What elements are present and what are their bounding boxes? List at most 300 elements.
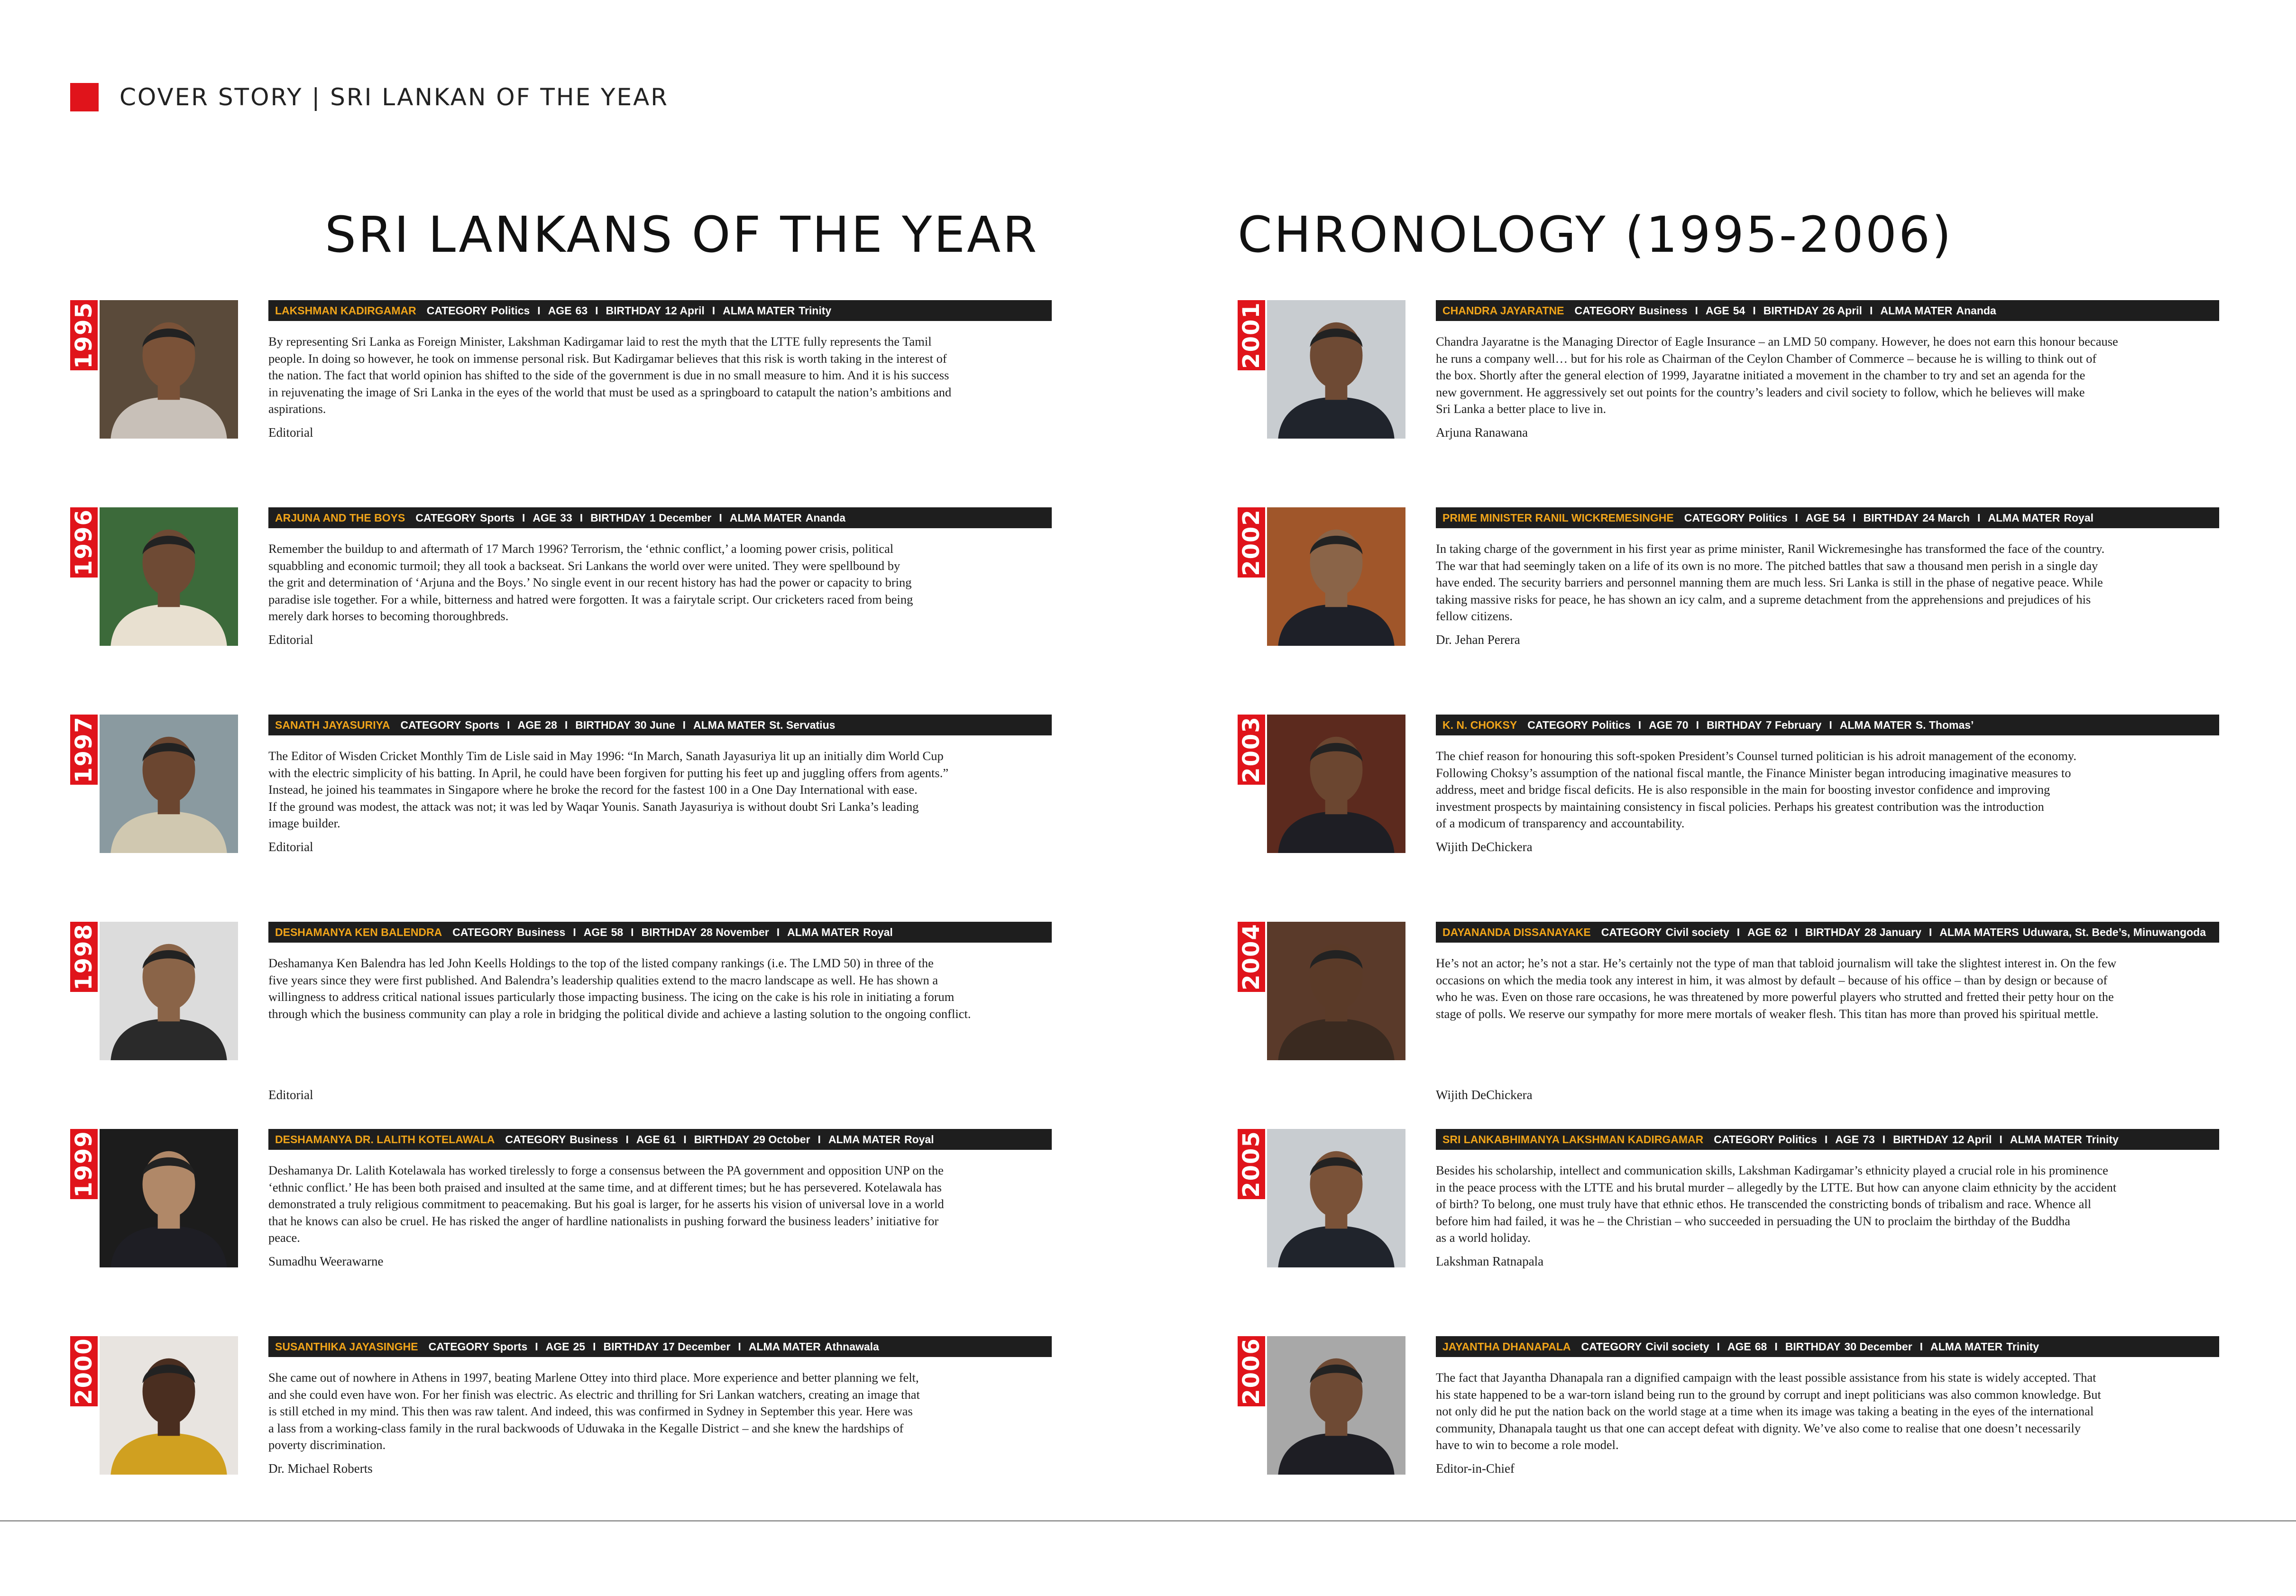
separator: I — [1829, 718, 1832, 731]
alma-mater-label: ALMA MATER — [1988, 511, 2060, 524]
author-credit: Editorial — [268, 840, 313, 854]
alma-mater-label: ALMA MATER — [828, 1133, 900, 1146]
body-line: Deshamanya Ken Balendra has led John Keells Holdings to the top of the listed company rankings (i.e. The LMD 50) in three of the — [268, 956, 934, 970]
age-label: AGE — [1835, 1133, 1859, 1146]
birthday-label: BIRTHDAY — [1785, 1340, 1841, 1353]
body-line: occasions on which the media took any interest in him, it was almost by default – because of his office – than by design or because of — [1436, 972, 2108, 987]
alma-mater-value: St. Servatius — [769, 718, 836, 731]
separator: I — [712, 304, 716, 317]
alma-mater-label: ALMA MATER — [723, 304, 795, 317]
body-line: five years since they were first published. And Balendra’s leadership qualities extend to the macro landscape as well. He has shown a — [268, 972, 938, 987]
alma-mater-value: Trinity — [799, 304, 832, 317]
year-badge — [70, 715, 98, 785]
portrait-illustration — [1267, 715, 1405, 853]
info-bar — [268, 1129, 1052, 1150]
alma-mater-value: Athnawala — [824, 1340, 879, 1353]
separator: I — [1717, 1340, 1720, 1353]
body-line: have ended. The security barriers and personnel manning them are much less. Sri Lanka is still in the phase of negative peace. While — [1436, 575, 2103, 589]
separator: I — [683, 1133, 687, 1146]
alma-mater-label: ALMA MATER — [693, 718, 766, 731]
entry-2004 — [1238, 922, 2224, 1102]
year-badge — [70, 922, 98, 992]
author-credit: Editor-in-Chief — [1436, 1461, 1515, 1476]
alma-mater-value: Trinity — [2006, 1340, 2039, 1353]
body-line: new government. He aggressively set out points for the country’s leaders and civil society to follow, which he believes will make — [1436, 385, 2085, 399]
info-bar — [268, 1336, 1052, 1357]
info-bar — [1436, 300, 2219, 321]
age-value: 61 — [663, 1133, 676, 1146]
separator: I — [1774, 1340, 1778, 1353]
body-line: squabbling and economic turmoil; they all took a backseat. Sri Lankans the world over were united. They were spellbound by — [268, 558, 900, 573]
age-value: 73 — [1863, 1133, 1875, 1146]
author-credit: Editorial — [268, 425, 313, 440]
birthday-label: BIRTHDAY — [1707, 718, 1762, 731]
separator: I — [625, 1133, 629, 1146]
entry-body — [1436, 333, 2223, 418]
portrait-illustration — [100, 1129, 238, 1267]
separator: I — [1638, 718, 1642, 731]
separator: I — [1736, 926, 1740, 938]
year-label: 2005 — [1238, 1130, 1265, 1198]
birthday-value: 28 November — [700, 926, 769, 938]
info-bar — [1436, 1336, 2219, 1357]
body-line: The chief reason for honouring this soft-spoken President’s Counsel turned politician is his adroit management of the economy. — [1436, 749, 2076, 763]
body-line: the box. Shortly after the general election of 1999, Jayaratne initiated a movement in the chamber to try and set an agenda for the — [1436, 368, 2085, 382]
author-credit: Editorial — [268, 633, 313, 647]
separator: I — [593, 1340, 596, 1353]
alma-mater-label: ALMA MATER — [748, 1340, 821, 1353]
alma-mater-label: ALMA MATERS — [1939, 926, 2019, 938]
category-label: CATEGORY — [428, 1340, 489, 1353]
entry-body — [1436, 541, 2223, 625]
body-line: In taking charge of the government in his first year as prime minister, Ranil Wickremesinghe has transformed the face of the country. — [1436, 541, 2105, 556]
birthday-value: 29 October — [753, 1133, 810, 1146]
body-line: The Editor of Wisden Cricket Monthly Tim de Lisle said in May 1996: “In March, Sanath Jayasuriya lit up an initially dim World Cup — [268, 749, 944, 763]
info-bar — [268, 507, 1052, 528]
body-line: He’s not an actor; he’s not a star. He’s certainly not the type of man that tabloid journalism will take the slightest interest in. On the few — [1436, 956, 2117, 970]
info-bar — [268, 300, 1052, 321]
category-value: Business — [517, 926, 566, 938]
separator: I — [776, 926, 780, 938]
body-line: in the peace process with the LTTE and his brutal murder – allegedly by the LTTE. But how can anyone claim ethnicity by the accident — [1436, 1180, 2117, 1194]
person-name: LAKSHMAN KADIRGAMAR — [275, 304, 416, 317]
portrait-illustration — [1267, 1336, 1405, 1475]
page-title-right: CHRONOLOGY (1995-2006) — [1238, 206, 1953, 264]
author-credit: Wijith DeChickera — [1436, 1088, 1533, 1102]
category-value: Politics — [491, 304, 530, 317]
birthday-value: 17 December — [662, 1340, 731, 1353]
author-credit: Editorial — [268, 1088, 313, 1102]
year-badge — [1238, 715, 1265, 785]
year-badge — [70, 1129, 98, 1199]
year-label: 2003 — [1238, 716, 1265, 783]
category-label: CATEGORY — [426, 304, 487, 317]
separator: I — [1794, 926, 1798, 938]
age-label: AGE — [1705, 304, 1729, 317]
separator: I — [1882, 1133, 1886, 1146]
portrait-photo — [1267, 507, 1405, 646]
info-bar — [268, 715, 1052, 735]
page-title-left: SRI LANKANS OF THE YEAR — [325, 206, 1039, 264]
info-bar — [1436, 922, 2219, 943]
body-line: fellow citizens. — [1436, 609, 1513, 623]
category-label: CATEGORY — [1601, 926, 1662, 938]
birthday-label: BIRTHDAY — [641, 926, 697, 938]
entry-2005 — [1238, 1129, 2224, 1276]
category-label: CATEGORY — [1574, 304, 1635, 317]
body-line: poverty discrimination. — [268, 1438, 386, 1452]
portrait-illustration — [100, 1336, 238, 1475]
portrait-photo — [100, 715, 238, 853]
portrait-photo — [1267, 922, 1405, 1060]
separator: I — [573, 926, 576, 938]
alma-mater-value: Ananda — [805, 511, 846, 524]
info-bar — [1436, 507, 2219, 528]
separator: I — [579, 511, 583, 524]
entry-body — [268, 748, 1056, 832]
body-line: through which the business community can play a role in bridging the political divide and achieve a lasting solution to the ongoing conflict. — [268, 1006, 971, 1021]
birthday-value: 12 April — [1952, 1133, 1992, 1146]
year-badge — [1238, 1336, 1265, 1406]
body-line: willingness to address critical national issues particularly those impacting business. The icing on the cake is his role in initiating a forum — [268, 990, 955, 1004]
entry-body — [1436, 1162, 2223, 1247]
body-line: of birth? To belong, one must truly have that ethnic ethos. He transcended the constricting bonds of tribalism and race. Whence all — [1436, 1197, 2092, 1211]
category-value: Sports — [480, 511, 514, 524]
person-name: DESHAMANYA KEN BALENDRA — [275, 926, 442, 938]
body-line: with the electric simplicity of his batting. In April, he could have been forgiven for putting his feet up and juggling offers from agents.” — [268, 765, 949, 780]
birthday-label: BIRTHDAY — [606, 304, 661, 317]
entry-body — [268, 1162, 1056, 1247]
separator: I — [738, 1340, 741, 1353]
bottom-rule — [0, 1520, 2296, 1522]
person-name: PRIME MINISTER RANIL WICKREMESINGHE — [1442, 511, 1674, 524]
body-line: If the ground was modest, the attack was not; it was led by Waqar Younis. Sanath Jayasuriya is without doubt Sri Lanka’s leading — [268, 799, 919, 814]
author-credit: Sumadhu Weerawarne — [268, 1254, 384, 1268]
separator: I — [507, 718, 510, 731]
body-line: the nation. The fact that world opinion has shifted to the side of the government is due in no small measure to him. And it is his success — [268, 368, 949, 382]
year-badge — [70, 1336, 98, 1406]
birthday-value: 30 December — [1844, 1340, 1912, 1353]
category-label: CATEGORY — [1714, 1133, 1775, 1146]
body-line: Chandra Jayaratne is the Managing Director of Eagle Insurance – an LMD 50 company. However, he does not earn this honour because — [1436, 334, 2118, 349]
alma-mater-value: Royal — [863, 926, 893, 938]
author-credit: Wijith DeChickera — [1436, 840, 1533, 854]
age-value: 25 — [573, 1340, 586, 1353]
birthday-value: 24 March — [1922, 511, 1970, 524]
category-value: Sports — [465, 718, 500, 731]
body-line: paradise isle together. For a while, bitterness and hatred were forgotten. It was a fairytale script. Our cricketers raced from being — [268, 592, 913, 606]
person-name: SANATH JAYASURIYA — [275, 718, 390, 731]
person-name: DAYANANDA DISSANAYAKE — [1442, 926, 1591, 938]
category-value: Politics — [1748, 511, 1788, 524]
person-name: K. N. CHOKSY — [1442, 718, 1517, 731]
portrait-photo — [100, 922, 238, 1060]
alma-mater-label: ALMA MATER — [729, 511, 802, 524]
person-name: DESHAMANYA DR. LALITH KOTELAWALA — [275, 1133, 495, 1146]
birthday-value: 1 December — [649, 511, 712, 524]
separator: I — [522, 511, 525, 524]
portrait-photo — [1267, 1336, 1405, 1475]
entry-body — [268, 333, 1056, 418]
separator: I — [631, 926, 634, 938]
body-line: people. In doing so however, he took on immense personal risk. But Kadirgamar believes that this risk is worth taking in the interest of — [268, 351, 947, 366]
body-line: Following Choksy’s assumption of the national fiscal mantle, the Finance Minister began introducing imaginative measures to — [1436, 765, 2071, 780]
portrait-photo — [100, 1336, 238, 1475]
separator: I — [1753, 304, 1756, 317]
year-label: 1996 — [71, 509, 97, 576]
year-label: 1997 — [71, 716, 97, 783]
category-label: CATEGORY — [1527, 718, 1588, 731]
age-label: AGE — [517, 718, 542, 731]
year-label: 2000 — [71, 1338, 97, 1405]
year-label: 2002 — [1238, 509, 1265, 576]
category-label: CATEGORY — [400, 718, 461, 731]
category-value: Civil society — [1645, 1340, 1709, 1353]
birthday-label: BIRTHDAY — [1893, 1133, 1948, 1146]
separator: I — [1919, 1340, 1923, 1353]
year-badge — [1238, 1129, 1265, 1199]
body-line: community, Dhanapala taught us that one can accept defeat with dignity. We’ve also come to realise that one doesn’t necessarily — [1436, 1421, 2081, 1435]
body-line: that he knows can also be cruel. He has risked the anger of hardline nationalists in pushing forward the business leaders’ initiative for — [268, 1213, 939, 1228]
category-label: CATEGORY — [505, 1133, 566, 1146]
category-value: Civil society — [1665, 926, 1729, 938]
portrait-illustration — [1267, 1129, 1405, 1267]
alma-mater-label: ALMA MATER — [1930, 1340, 2003, 1353]
year-label: 2006 — [1238, 1338, 1265, 1405]
category-value: Sports — [493, 1340, 528, 1353]
body-line: investment prospects by maintaining consistency in fiscal policies. Perhaps his greatest contribution was the introduction — [1436, 799, 2044, 814]
category-value: Business — [569, 1133, 618, 1146]
info-bar — [268, 922, 1052, 943]
body-line: is still etched in my mind. This then was raw talent. And indeed, this was confirmed in Sydney in September this year. Here was — [268, 1404, 913, 1418]
year-label: 1995 — [71, 302, 97, 369]
body-line: as a world holiday. — [1436, 1230, 1531, 1245]
separator: I — [1695, 304, 1698, 317]
author-credit: Dr. Jehan Perera — [1436, 633, 1520, 647]
body-line: in rejuvenating the image of Sri Lanka in the eyes of the world that must be used as a springboard to catapult the nation’s ambitions and — [268, 385, 952, 399]
entry-2001 — [1238, 300, 2224, 447]
body-line: who he was. Even on those rare occasions, he was threatened by more powerful players who strutted and fretted their petty hour on the — [1436, 990, 2114, 1004]
age-label: AGE — [545, 1340, 569, 1353]
body-line: peace. — [268, 1230, 300, 1245]
portrait-illustration — [100, 715, 238, 853]
age-label: AGE — [533, 511, 557, 524]
category-label: CATEGORY — [452, 926, 514, 938]
person-name: CHANDRA JAYARATNE — [1442, 304, 1564, 317]
age-label: AGE — [1805, 511, 1829, 524]
birthday-label: BIRTHDAY — [1763, 304, 1819, 317]
category-label: CATEGORY — [415, 511, 477, 524]
entry-body — [268, 1369, 1056, 1454]
entry-body — [1436, 1369, 2223, 1454]
person-name: ARJUNA AND THE BOYS — [275, 511, 405, 524]
entry-2000 — [70, 1336, 1056, 1483]
separator: I — [1795, 511, 1798, 524]
age-label: AGE — [583, 926, 607, 938]
separator: I — [595, 304, 598, 317]
alma-mater-label: ALMA MATER — [1880, 304, 1953, 317]
separator: I — [1999, 1133, 2002, 1146]
category-value: Politics — [1591, 718, 1631, 731]
age-value: 68 — [1754, 1340, 1767, 1353]
entry-1997 — [70, 715, 1056, 862]
portrait-illustration — [100, 300, 238, 439]
portrait-photo — [1267, 715, 1405, 853]
age-label: AGE — [1727, 1340, 1751, 1353]
age-value: 58 — [611, 926, 624, 938]
separator: I — [817, 1133, 821, 1146]
separator: I — [1853, 511, 1856, 524]
age-label: AGE — [636, 1133, 660, 1146]
body-line: Remember the buildup to and aftermath of 17 March 1996? Terrorism, the ‘ethnic conflict,’ a looming power crisis, political — [268, 541, 894, 556]
birthday-value: 28 January — [1864, 926, 1921, 938]
year-label: 1998 — [71, 923, 97, 991]
alma-mater-label: ALMA MATER — [2010, 1133, 2082, 1146]
body-line: the grit and determination of ‘Arjuna and the Boys.’ No single event in our recent history has had the power or capacity to bring — [268, 575, 912, 589]
alma-mater-label: ALMA MATER — [787, 926, 860, 938]
body-line: merely dark horses to becoming thoroughbreds. — [268, 609, 509, 623]
entry-1998 — [70, 922, 1056, 1102]
body-line: Besides his scholarship, intellect and communication skills, Lakshman Kadirgamar’s ethnicity played a crucial role in his prominence — [1436, 1163, 2108, 1177]
portrait-illustration — [100, 922, 238, 1060]
body-line: and she could even have won. For her finish was electric. As electric and thrilling for Sri Lankan watchers, creating an image that — [268, 1387, 920, 1402]
entry-1996 — [70, 507, 1056, 654]
year-label: 1999 — [71, 1130, 97, 1198]
entry-body — [268, 955, 1056, 1022]
age-value: 33 — [560, 511, 572, 524]
body-line: She came out of nowhere in Athens in 1997, beating Marlene Ottey into third place. More experience and better planning we felt, — [268, 1370, 919, 1385]
body-line: before him had failed, it was he – the Christian – who succeeded in persuading the UN to proclaim the birthday of the Buddha — [1436, 1213, 2070, 1228]
birthday-label: BIRTHDAY — [1805, 926, 1861, 938]
body-line: his state happened to be a war-torn island being run to the ground by corrupt and inept politicians was also common knowledge. But — [1436, 1387, 2101, 1402]
portrait-illustration — [100, 507, 238, 646]
category-value: Politics — [1778, 1133, 1817, 1146]
birthday-label: BIRTHDAY — [590, 511, 646, 524]
person-name: SRI LANKABHIMANYA LAKSHMAN KADIRGAMAR — [1442, 1133, 1704, 1146]
author-credit: Dr. Michael Roberts — [268, 1461, 373, 1476]
body-line: Deshamanya Dr. Lalith Kotelawala has worked tirelessly to forge a consensus between the PA government and opposition UNP on the — [268, 1163, 944, 1177]
birthday-value: 7 February — [1765, 718, 1822, 731]
section-header — [70, 83, 669, 111]
body-line: demonstrated a truly religious commitment to peacemaking. But his goal is larger, for he asserts his vision of universal love in a world — [268, 1197, 944, 1211]
year-badge — [70, 300, 98, 370]
entry-body — [1436, 955, 2223, 1022]
alma-mater-value: Royal — [2064, 511, 2094, 524]
age-value: 70 — [1676, 718, 1689, 731]
body-line: not only did he put the nation back on the world stage at a time when its image was taking a beating in the eyes of the international — [1436, 1404, 2094, 1418]
body-line: Sri Lanka a better place to live in. — [1436, 402, 1607, 416]
body-line: he runs a company well… but for his role as Chairman of the Ceylon Chamber of Commerce – because he is willing to think out of — [1436, 351, 2097, 366]
separator: I — [682, 718, 686, 731]
year-badge — [1238, 507, 1265, 578]
entry-1995 — [70, 300, 1056, 447]
body-line: of a modicum of transparency and accountability. — [1436, 816, 1685, 830]
year-badge — [1238, 922, 1265, 992]
body-line: Instead, he joined his teammates in Singapore where he broke the record for the fastest 100 in a One Day International with ease. — [268, 782, 918, 797]
alma-mater-value: Ananda — [1956, 304, 1996, 317]
year-badge — [1238, 300, 1265, 370]
body-line: ‘ethnic conflict.’ He has been both praised and insulted at the same time, and at different times; but he has persevered. Kotelawala has — [268, 1180, 942, 1194]
separator: I — [1869, 304, 1873, 317]
author-credit: Arjuna Ranawana — [1436, 425, 1528, 440]
separator: I — [1824, 1133, 1828, 1146]
category-label: CATEGORY — [1581, 1340, 1642, 1353]
separator: I — [1696, 718, 1699, 731]
alma-mater-value: Uduwara, St. Bede’s, Minuwangoda — [2022, 926, 2206, 938]
body-line: The fact that Jayantha Dhanapala ran a dignified campaign with the least possible assistance from his state is widely accepted. That — [1436, 1370, 2096, 1385]
body-line: address, meet and bridge fiscal deficits. He is also responsible in the main for boosting investor confidence and improving — [1436, 782, 2050, 797]
portrait-illustration — [1267, 507, 1405, 646]
portrait-photo — [1267, 300, 1405, 439]
separator: I — [1929, 926, 1932, 938]
alma-mater-value: Royal — [904, 1133, 934, 1146]
separator: I — [564, 718, 568, 731]
separator: I — [719, 511, 722, 524]
portrait-illustration — [1267, 922, 1405, 1060]
year-label: 2001 — [1238, 302, 1265, 369]
entry-1999 — [70, 1129, 1056, 1276]
portrait-illustration — [1267, 300, 1405, 439]
age-value: 54 — [1833, 511, 1846, 524]
person-name: SUSANTHIKA JAYASINGHE — [275, 1340, 418, 1353]
entry-2002 — [1238, 507, 2224, 654]
body-line: By representing Sri Lanka as Foreign Minister, Lakshman Kadirgamar laid to rest the myth that the LTTE fully represents the Tamil — [268, 334, 932, 349]
entry-body — [268, 541, 1056, 625]
age-label: AGE — [1649, 718, 1673, 731]
portrait-photo — [1267, 1129, 1405, 1267]
separator: I — [537, 304, 541, 317]
portrait-photo — [100, 300, 238, 439]
info-bar — [1436, 715, 2219, 735]
alma-mater-label: ALMA MATER — [1839, 718, 1912, 731]
age-label: AGE — [1747, 926, 1771, 938]
age-value: 28 — [545, 718, 557, 731]
year-badge — [70, 507, 98, 578]
birthday-label: BIRTHDAY — [1863, 511, 1919, 524]
age-value: 63 — [575, 304, 588, 317]
separator: I — [535, 1340, 538, 1353]
category-value: Business — [1639, 304, 1688, 317]
body-line: taking massive risks for peace, he has shown an icy calm, and a supreme detachment from the apprehensions and prejudices of his — [1436, 592, 2091, 606]
entry-body — [1436, 748, 2223, 832]
birthday-value: 12 April — [665, 304, 705, 317]
age-label: AGE — [548, 304, 572, 317]
portrait-photo — [100, 1129, 238, 1267]
separator: I — [1977, 511, 1981, 524]
body-line: The war that had seemingly taken on a life of its own is no more. The pitched battles that saw a thousand men perish in a single day — [1436, 558, 2098, 573]
category-label: CATEGORY — [1684, 511, 1745, 524]
body-line: aspirations. — [268, 402, 326, 416]
birthday-value: 30 June — [634, 718, 675, 731]
section-label: COVER STORY | SRI LANKAN OF THE YEAR — [119, 83, 669, 111]
birthday-value: 26 April — [1822, 304, 1862, 317]
entry-2003 — [1238, 715, 2224, 862]
red-square-marker — [70, 83, 99, 111]
body-line: have to win to become a role model. — [1436, 1438, 1619, 1452]
body-line: stage of polls. We reserve our sympathy for more mere mortals of weaker flesh. This titan has more than proved his spiritual mettle. — [1436, 1006, 2099, 1021]
age-value: 54 — [1733, 304, 1745, 317]
birthday-label: BIRTHDAY — [694, 1133, 750, 1146]
alma-mater-value: S. Thomas’ — [1915, 718, 1974, 731]
portrait-photo — [100, 507, 238, 646]
info-bar — [1436, 1129, 2219, 1150]
birthday-label: BIRTHDAY — [603, 1340, 659, 1353]
age-value: 62 — [1774, 926, 1787, 938]
entry-2006 — [1238, 1336, 2224, 1483]
body-line: image builder. — [268, 816, 340, 830]
birthday-label: BIRTHDAY — [575, 718, 631, 731]
author-credit: Lakshman Ratnapala — [1436, 1254, 1544, 1268]
